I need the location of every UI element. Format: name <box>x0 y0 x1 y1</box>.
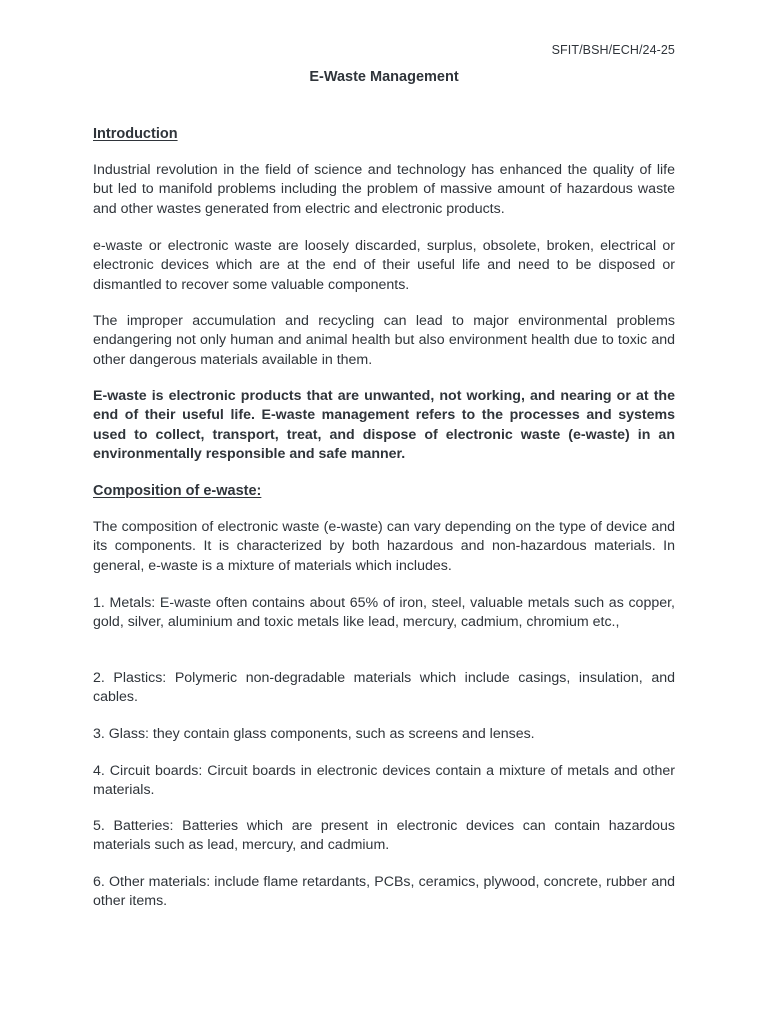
composition-intro: The composition of electronic waste (e-waste) can vary depending on the type of device and its components. It is characterized by both hazardous and non-hazardous materials. In general, e-waste is a mixture of materials which includes. <box>93 519 675 574</box>
list-item: 2. Plastics: Polymeric non-degradable materials which include casings, insulation, and cables. <box>93 670 675 706</box>
list-item: 3. Glass: they contain glass components, such as screens and lenses. <box>93 726 535 742</box>
intro-paragraph: The improper accumulation and recycling can lead to major environmental problems endangering not only human and animal health but also environment health due to toxic and other dangerous materials available in them. <box>93 313 675 368</box>
document-page <box>93 0 675 1024</box>
list-item: 1. Metals: E-waste often contains about 65% of iron, steel, valuable metals such as copper, gold, silver, aluminium and toxic metals like lead, mercury, cadmium, chromium etc., <box>93 595 675 631</box>
list-item: 6. Other materials: include flame retardants, PCBs, ceramics, plywood, concrete, rubber and other items. <box>93 874 675 910</box>
section-heading-composition: Composition of e-waste: <box>93 483 262 499</box>
definition-paragraph: E-waste is electronic products that are unwanted, not working, and nearing or at the end of their useful life. E-waste management refers to the processes and systems used to collect, transport, treat, and dispose of electronic waste (e-waste) in an environmentally responsible and safe manner. <box>93 388 675 463</box>
page-title: E-Waste Management <box>309 69 459 85</box>
list-item: 5. Batteries: Batteries which are present in electronic devices can contain hazardous materials such as lead, mercury, and cadmium. <box>93 818 675 854</box>
section-heading-introduction: Introduction <box>93 126 178 142</box>
list-item: 4. Circuit boards: Circuit boards in electronic devices contain a mixture of metals and other materials. <box>93 763 675 799</box>
intro-paragraph: e-waste or electronic waste are loosely discarded, surplus, obsolete, broken, electrical or electronic devices which are at the end of their useful life and need to be disposed or dismantled to recover some valuable components. <box>93 238 675 293</box>
intro-paragraph: Industrial revolution in the field of science and technology has enhanced the quality of life but led to manifold problems including the problem of massive amount of hazardous waste and other wastes generated from electric and electronic products. <box>93 162 675 217</box>
document-code: SFIT/BSH/ECH/24-25 <box>551 43 675 57</box>
